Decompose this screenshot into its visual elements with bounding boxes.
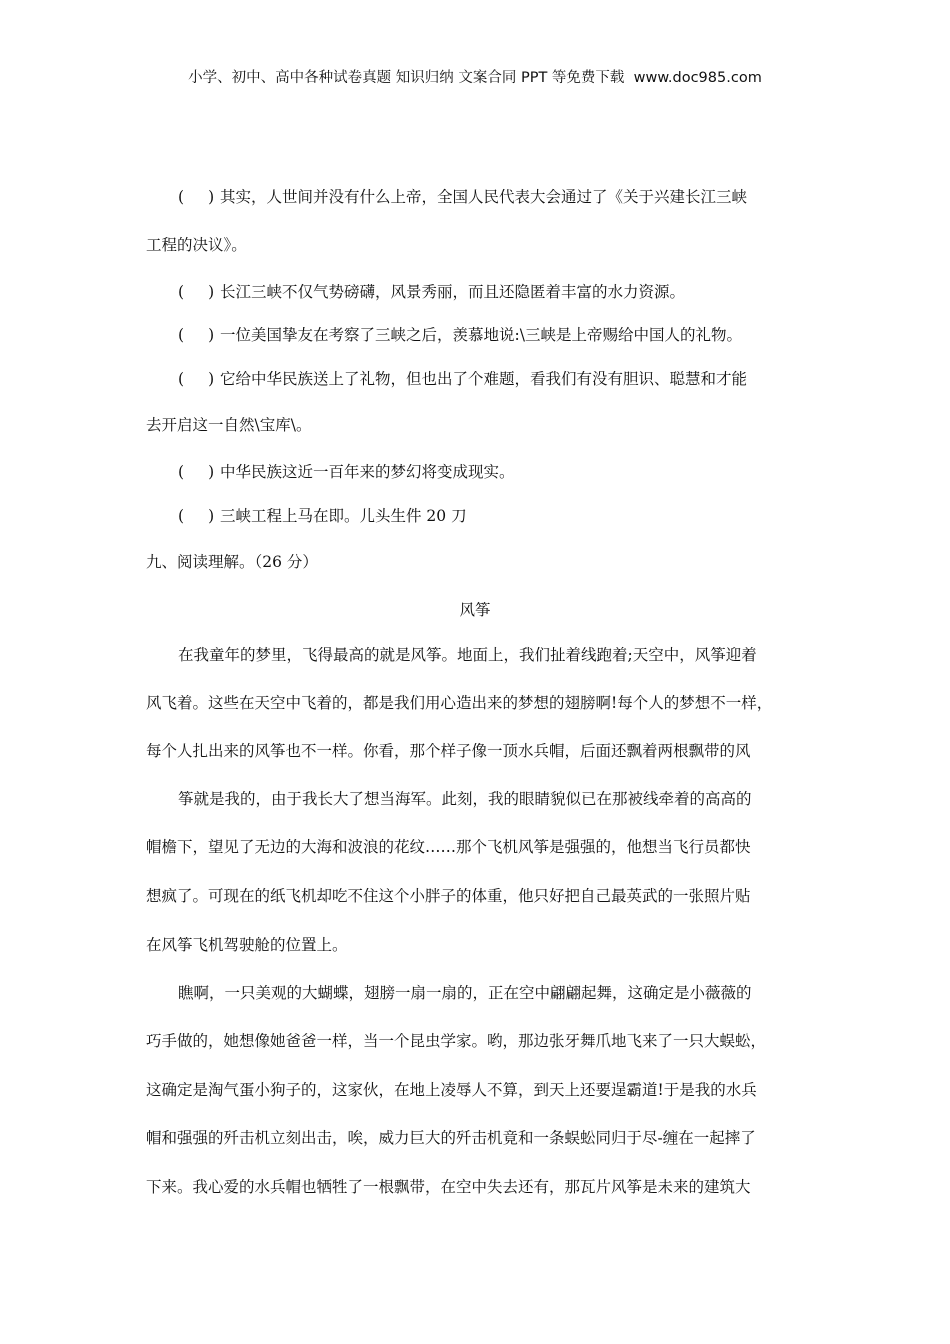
ordering-item-6 [178,506,467,526]
answer-bracket: ( ) [178,326,215,344]
article-line: 想疯了。可现在的纸飞机却吃不住这个小胖子的体重，他只好把自己最英武的一张照片贴 [146,887,751,905]
ordering-item-text: 其实，人世间并没有什么上帝，全国人民代表大会通过了《关于兴建长江三峡 [220,188,748,206]
answer-bracket: ( ) [178,188,215,206]
article-line: 筝就是我的，由于我长大了想当海军。此刻，我的眼睛貌似已在那被线牵着的高高的 [178,790,752,808]
ordering-item-1 [178,187,747,207]
answer-bracket: ( ) [178,507,215,525]
ordering-item-4-cont: 去开启这一自然\宝库\。 [146,416,312,434]
page-header [0,66,950,87]
header-text: 小学、初中、高中各种试卷真题 知识归纳 文案合同 PPT 等免费下载 [188,70,625,86]
ordering-item-text: 一位美国挚友在考察了三峡之后，羡慕地说:\三峡是上帝赐给中国人的礼物。 [220,326,742,344]
article-line: 下来。我心爱的水兵帽也牺牲了一根飘带，在空中失去还有，那瓦片风筝是未来的建筑大 [146,1178,751,1196]
article-title: 风筝 [459,601,491,619]
article-line: 这确定是淘气蛋小狗子的，这家伙，在地上凌辱人不算，到天上还要逞霸道!于是我的水兵 [146,1081,757,1099]
ordering-item-text: 它给中华民族送上了礼物，但也出了个难题，看我们有没有胆识、聪慧和才能 [220,370,748,388]
answer-bracket: ( ) [178,463,215,481]
article-line: 帽檐下，望见了无边的大海和波浪的花纹……那个飞机风筝是强强的，他想当飞行员都快 [146,838,751,856]
ordering-item-1-cont: 工程的决议》。 [146,236,247,254]
ordering-item-text: 中华民族这近一百年来的梦幻将变成现实。 [220,463,515,481]
ordering-item-4 [178,369,747,389]
article-line: 在我童年的梦里，飞得最高的就是风筝。地面上，我们扯着线跑着;天空中，风筝迎着 [178,646,757,664]
ordering-item-2 [178,282,685,302]
header-url: www.doc985.com [633,70,762,86]
article-line: 每个人扎出来的风筝也不一样。你看，那个样子像一顶水兵帽，后面还飘着两根飘带的风 [146,742,751,760]
ordering-item-3 [178,325,742,345]
article-line: 瞧啊，一只美观的大蝴蝶，翅膀一扇一扇的，正在空中翩翩起舞，这确定是小薇薇的 [178,984,752,1002]
article-line: 巧手做的，她想像她爸爸一样，当一个昆虫学家。哟，那边张牙舞爪地飞来了一只大蜈蚣， [146,1032,767,1050]
article-line: 帽和强强的歼击机立刻出击，唉，威力巨大的歼击机竟和一条蜈蚣同归于尽-缠在一起摔了 [146,1129,756,1147]
article-line: 在风筝飞机驾驶舱的位置上。 [146,936,348,954]
article-line: 风飞着。这些在天空中飞着的，都是我们用心造出来的梦想的翅膀啊!每个人的梦想不一样， [146,694,773,712]
answer-bracket: ( ) [178,283,215,301]
ordering-item-5 [178,462,515,482]
ordering-item-text: 三峡工程上马在即。儿头生件 20 刀 [220,507,467,525]
ordering-item-text: 长江三峡不仅气势磅礴，风景秀丽，而且还隐匿着丰富的水力资源。 [220,283,686,301]
answer-bracket: ( ) [178,370,215,388]
section-heading: 九、阅读理解。（26 分） [146,553,318,571]
